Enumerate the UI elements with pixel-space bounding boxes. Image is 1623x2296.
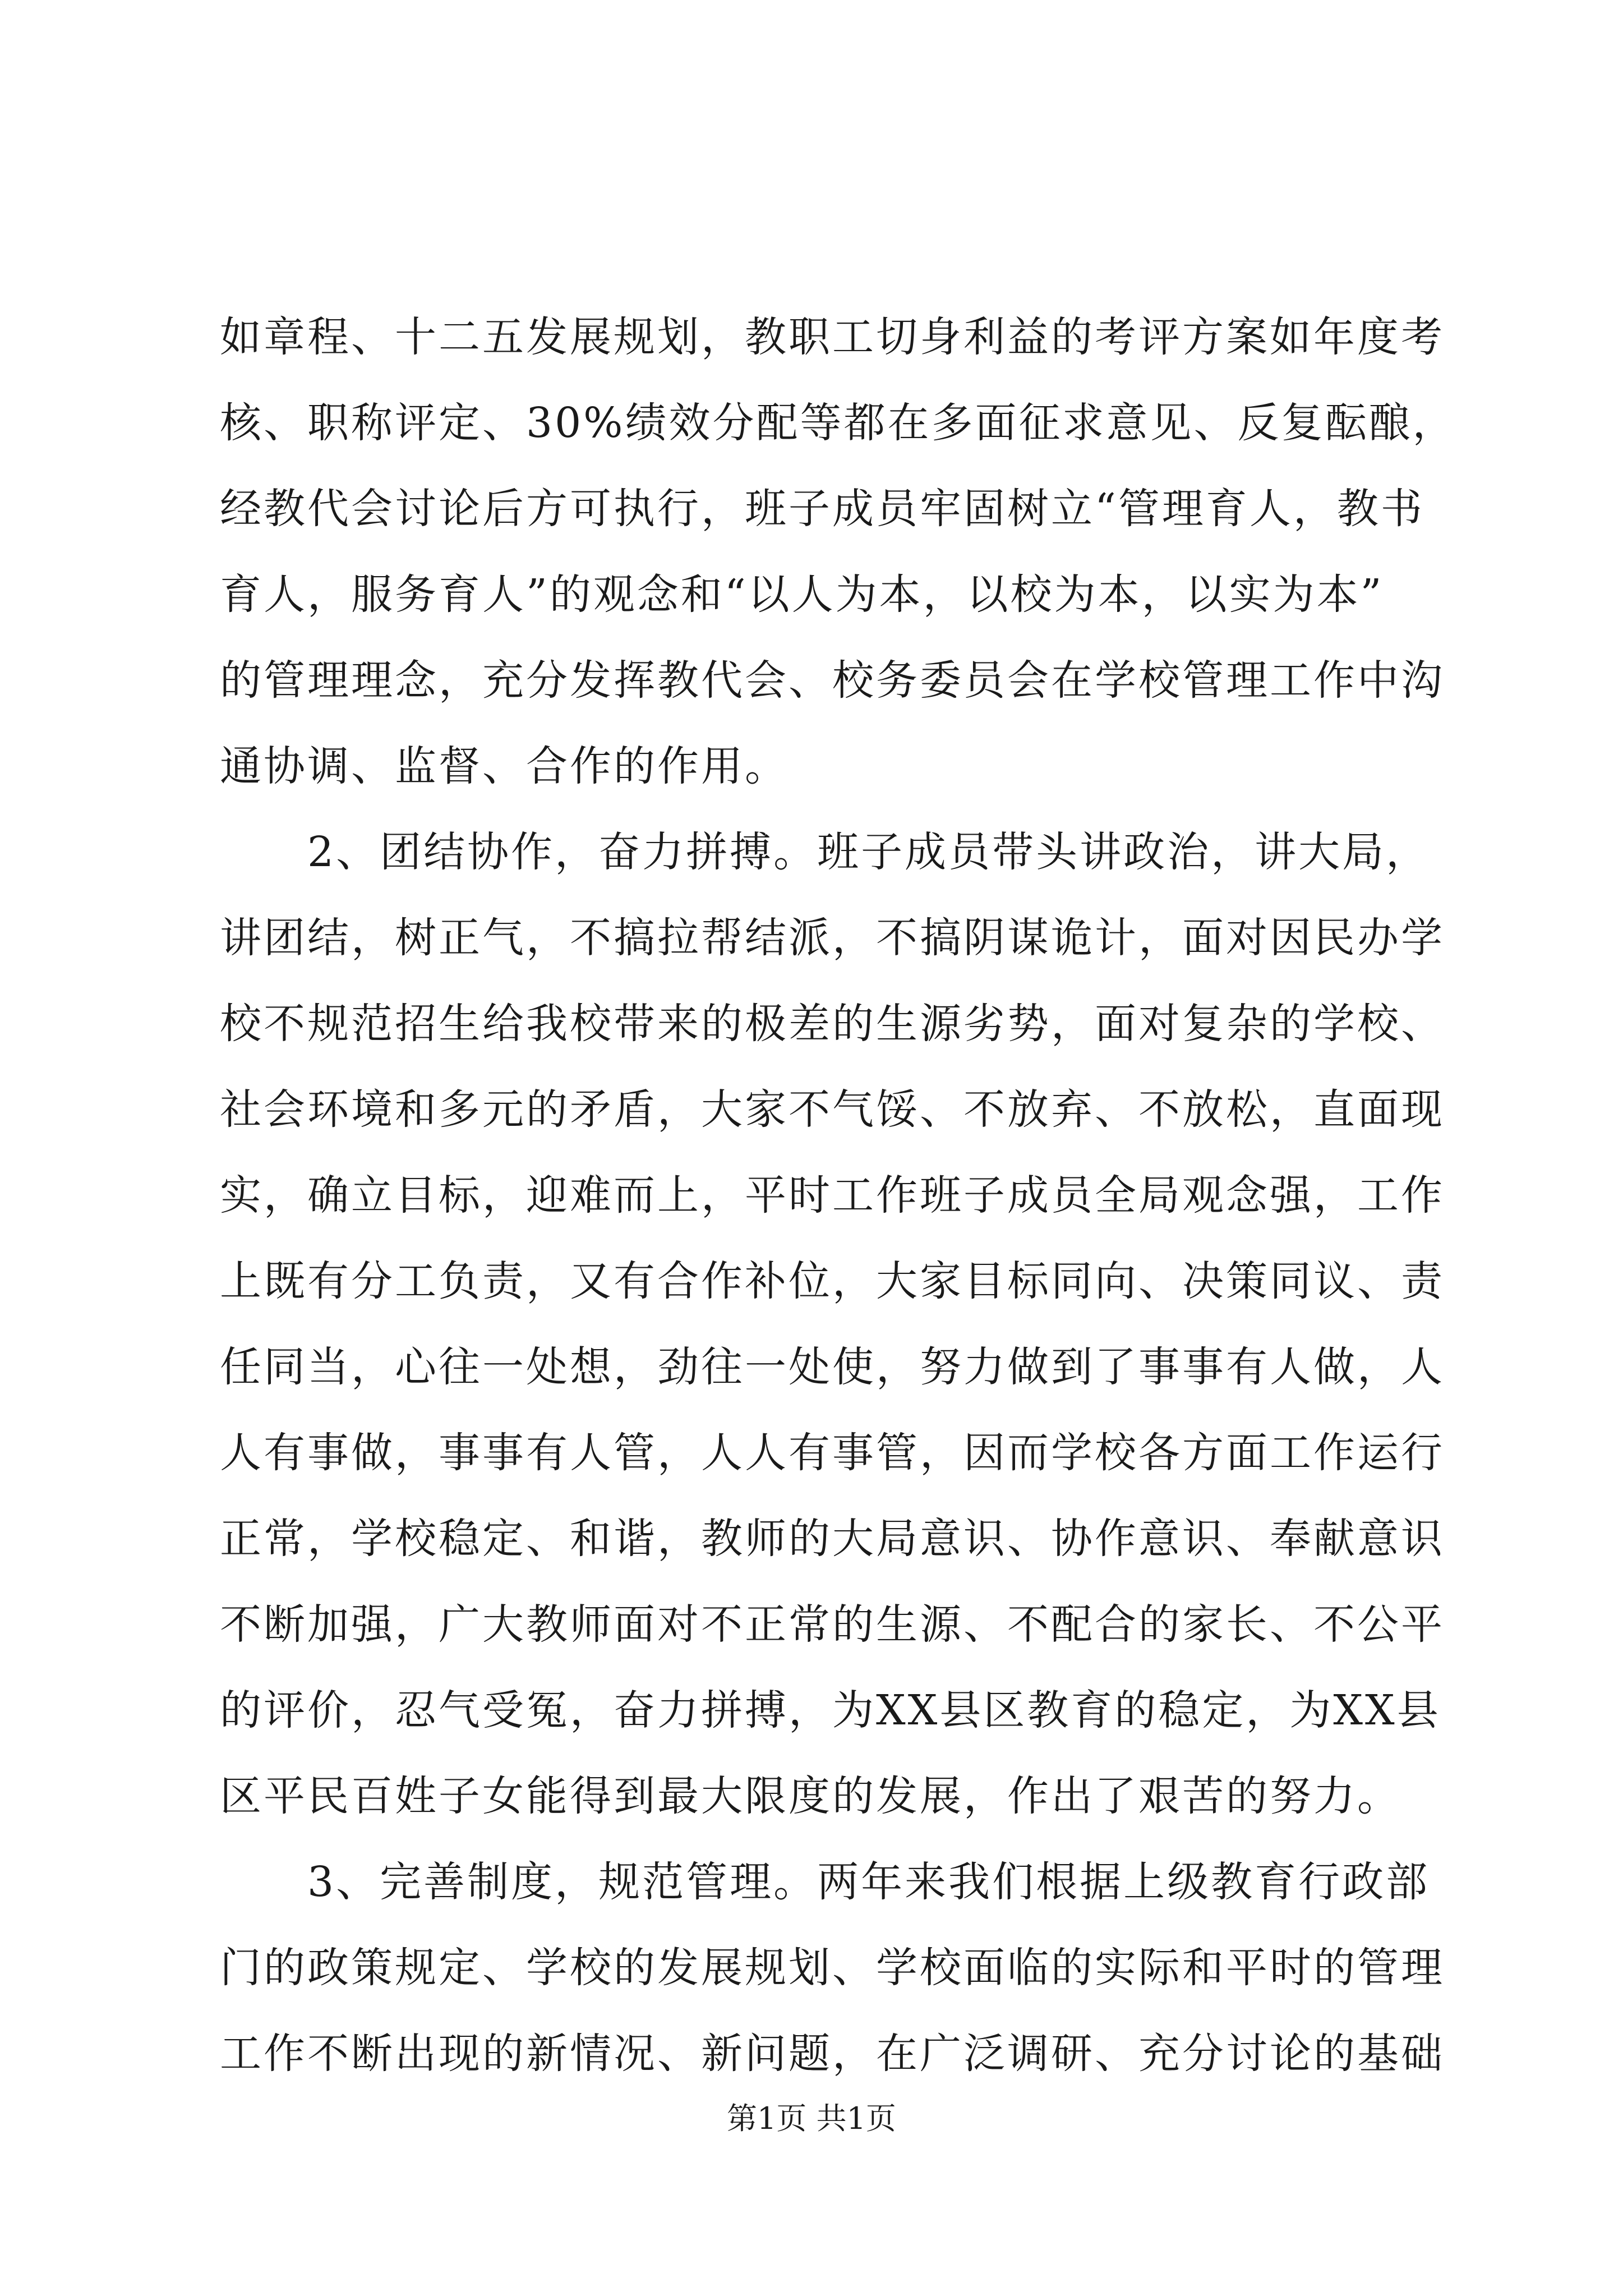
text-line: 如章程、十二五发展规划，教职工切身利益的考评方案如年度考: [220, 313, 1445, 361]
text-line: 社会环境和多元的矛盾，大家不气馁、不放弃、不放松，直面现: [220, 1085, 1445, 1134]
text-line: 正常，学校稳定、和谐，教师的大局意识、协作意识、奉献意识: [220, 1515, 1445, 1563]
text-line: 工作不断出现的新情况、新问题，在广泛调研、充分讨论的基础: [220, 2030, 1445, 2078]
text-line: 任同当，心往一处想，劲往一处使，努力做到了事事有人做，人: [220, 1343, 1445, 1391]
text-line: 核、职称评定、30%绩效分配等都在多面征求意见、反复酝酿，: [220, 399, 1456, 447]
text-line: 的管理理念，充分发挥教代会、校务委员会在学校管理工作中沟: [220, 656, 1445, 705]
paragraph-start-line: 3、完善制度，规范管理。两年来我们根据上级教育行政部: [220, 1858, 1430, 1906]
text-line: 区平民百姓子女能得到最大限度的发展，作出了艰苦的努力。: [220, 1772, 1401, 1820]
text-line: 的评价，忍气受冤，奋力拼搏，为XX县区教育的稳定，为XX县: [220, 1686, 1441, 1734]
text-line: 实，确立目标，迎难而上，平时工作班子成员全局观念强，工作: [220, 1171, 1445, 1220]
text-line: 不断加强，广大教师面对不正常的生源、不配合的家长、不公平: [220, 1600, 1445, 1649]
text-line: 校不规范招生给我校带来的极差的生源劣势，面对复杂的学校、: [220, 1000, 1445, 1048]
text-line: 人有事做，事事有人管，人人有事管，因而学校各方面工作运行: [220, 1429, 1445, 1477]
body-text: [220, 295, 1456, 2097]
text-line: 讲团结，树正气，不搞拉帮结派，不搞阴谋诡计，面对因民办学: [220, 914, 1445, 962]
page-number: 第1页 共1页: [727, 2101, 896, 2136]
text-line: 通协调、监督、合作的作用。: [220, 742, 789, 790]
text-line: 上既有分工负责，又有合作补位，大家目标同向、决策同议、责: [220, 1257, 1445, 1305]
text-line: 门的政策规定、学校的发展规划、学校面临的实际和平时的管理: [220, 1944, 1445, 1992]
page-footer: [0, 2099, 1623, 2138]
text-line: 经教代会讨论后方可执行，班子成员牢固树立“管理育人，教书: [220, 485, 1424, 533]
paragraph-start-line: 2、团结协作，奋力拼搏。班子成员带头讲政治，讲大局，: [220, 828, 1430, 876]
text-line: 育人，服务育人”的观念和“以人为本，以校为本，以实为本”: [220, 570, 1384, 619]
